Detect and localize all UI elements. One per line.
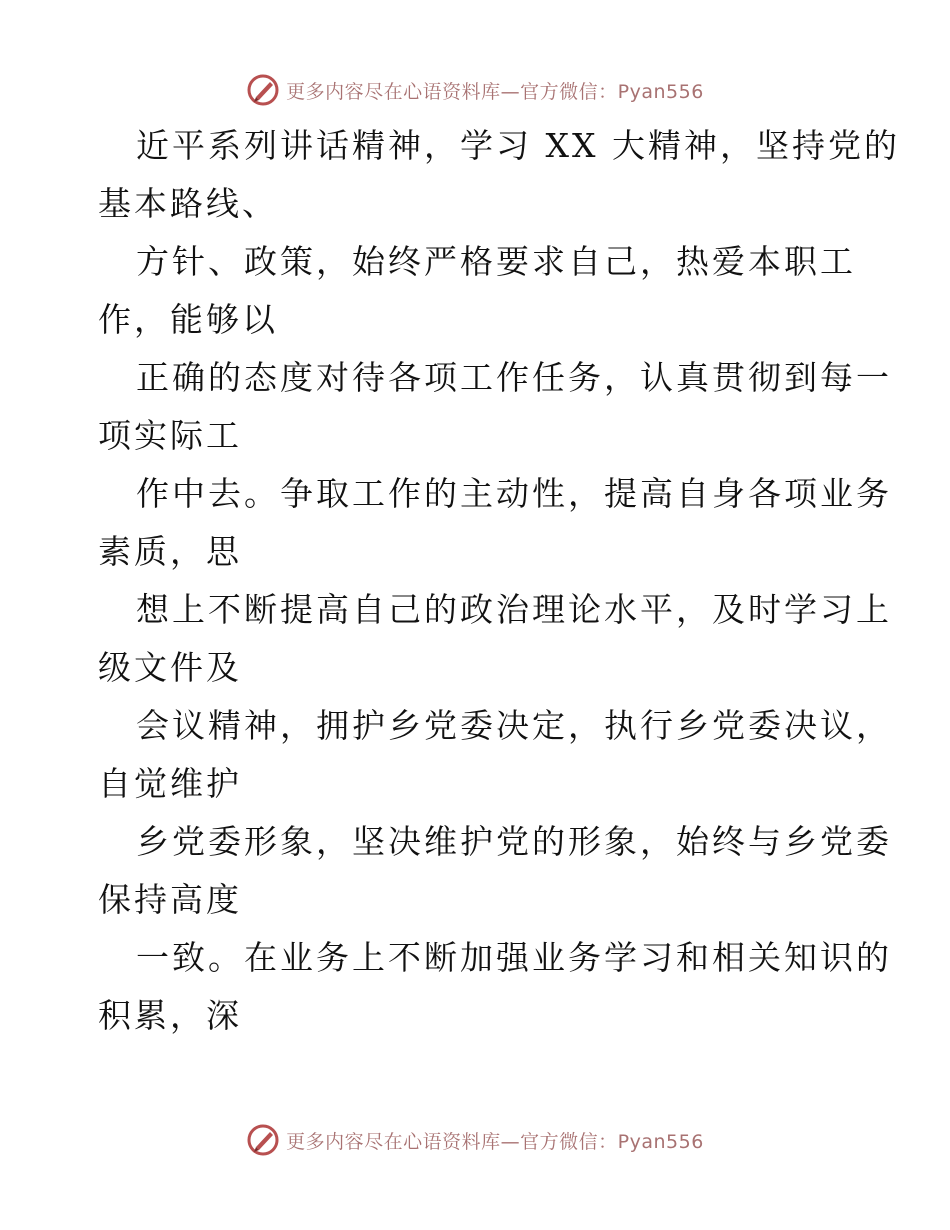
body-line: 乡党委形象，坚决维护党的形象，始终与乡党委 (136, 822, 892, 861)
body-line: 会议精神，拥护乡党委决定，执行乡党委决议， (136, 706, 892, 745)
watermark-text: 更多内容尽在心语资料库—官方微信：Pyan556 (286, 1130, 704, 1153)
document-body (98, 117, 900, 1045)
body-line: 方针、政策，始终严格要求自己，热爱本职工 (136, 242, 856, 281)
body-line: 正确的态度对待各项工作任务，认真贯彻到每一 (136, 358, 892, 397)
body-line: 级文件及 (98, 648, 242, 687)
watermark-text: 更多内容尽在心语资料库—官方微信：Pyan556 (286, 80, 704, 103)
body-line: 素质，思 (98, 532, 242, 571)
pen-logo-icon (246, 73, 280, 107)
pen-logo-icon (246, 1123, 280, 1157)
body-line: 一致。在业务上不断加强业务学习和相关知识的 (136, 938, 892, 977)
body-line: 项实际工 (98, 416, 242, 455)
header-watermark (0, 70, 950, 110)
body-line: 作中去。争取工作的主动性，提高自身各项业务 (136, 474, 892, 513)
body-line: 保持高度 (98, 880, 242, 919)
body-line: 基本路线、 (98, 184, 278, 223)
body-line: 积累，深 (98, 996, 242, 1035)
body-line: 想上不断提高自己的政治理论水平，及时学习上 (136, 590, 892, 629)
body-line: 自觉维护 (98, 764, 242, 803)
body-line: 近平系列讲话精神，学习 XX 大精神，坚持党的 (136, 126, 900, 165)
body-line: 作，能够以 (98, 300, 278, 339)
footer-watermark (0, 1120, 950, 1160)
